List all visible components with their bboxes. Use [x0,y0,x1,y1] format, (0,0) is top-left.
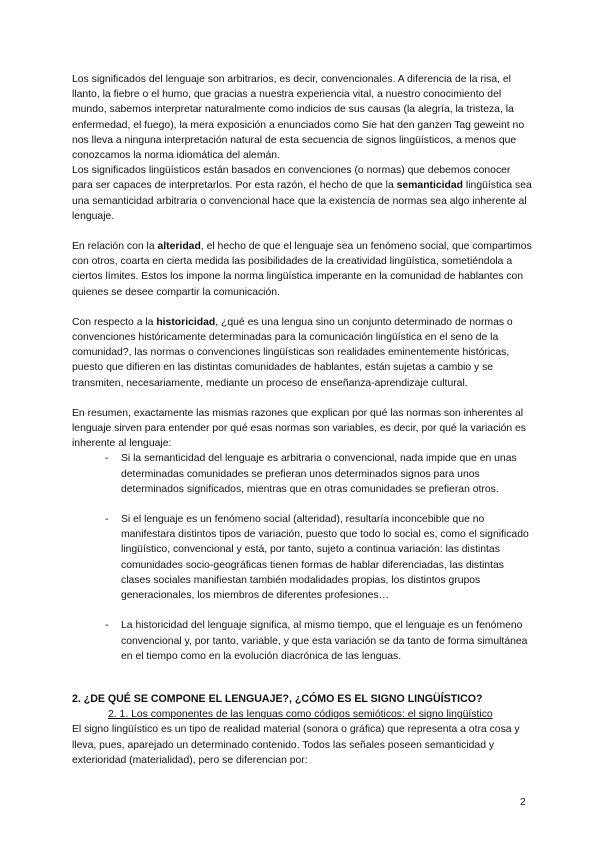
paragraph-resumen: En resumen, exactamente las mismas razones que explican por qué las normas son inherentes al lenguaje sirven para entender por qué esas normas son variables, es decir, por qué la variación es inherente al lenguaje: [72,407,526,450]
term-semanticidad: semanticidad [396,180,464,192]
page-number: 2 [520,797,526,808]
text-run: En relación con la [72,241,158,253]
text-run: , el hecho de que el lenguaje sea un fenómeno social, que compartimos con otros, coarta en cierta medida las posibilidades de la creatividad lingüística, sometiéndola a ciertos límites. Estos los impone la norma lingüística imperante en la comunidad de hablantes con quienes se desee compartir la comunicación. [72,241,532,298]
text-run: lingüística sea una semanticidad arbitraria o convencional hace que la existencia de normas sea algo inherente al lenguaje. [72,180,532,222]
term-alteridad: alteridad [157,241,201,253]
text-run: Los significados lingüísticos están basados en convenciones (o normas) que debemos conocer para ser capaces de interpretarlos. Por esta razón, el hecho de que la [72,165,511,192]
paragraph-semanticidad [72,163,532,224]
term-historicidad: historicidad [156,316,216,328]
paragraph-alteridad [72,239,532,300]
subsection-heading: 2. 1. Los componentes de las lenguas como códigos semióticos: el signo lingüístico [108,709,493,721]
text-run: Con respecto a la [72,316,157,328]
text-run: , ¿qué es una lengua sino un conjunto determinado de normas o convenciones históricamente determinadas para la comunicación lingüística en el seno de la comunidad?, las normas o convenciones lingüísticas son realidades eminentemente históricas, puesto que difieren en las distintas comunidades de hablantes, están sujetas a cambio y se transmiten, necesariamente, mediante un proceso de enseñanza-aprendizaje cultural. [72,316,513,389]
document-page [72,72,532,768]
paragraph-arbitrariedad: Los significados del lenguaje son arbitrarios, es decir, convencionales. A diferencia de la risa, el llanto, la fiebre o el humo, que gracias a nuestra experiencia vital, a nuestro conocimiento del mundo, sabemos interpretar naturalmente como indicios de sus causas (la alegría, la tristeza, la enfermedad, el fuego), la mera exposición a enunciados como Sie hat den ganzen Tag geweint no nos lleva a ninguna interpretación natural de esta secuencia de signos lingüísticos, a menos que conozcamos la norma idiomática del alemán. [72,74,525,162]
paragraph-signo: El signo lingüístico es un tipo de realidad material (sonora o gráfica) que representa a otra cosa y lleva, pues, aparejado un determinado contenido. Todos las señales poseen semanticidad y exterioridad (materialidad), pero se diferencian por: [72,724,520,766]
list-item: - Si el lenguaje es un fenómeno social (alteridad), resultaría inconcebible que no manifestara distintos tipos de variación, puesto que todo lo social es, como el significado lingüístico, convencional y está, por tanto, sujeto a continua variación: las distintas comunidades socio-geográficas tienen formas de hablar diferenciadas, las distintas clases sociales manifiestan también modalidades propias, los distintos grupos generacionales, los miembros de diferentes profesiones… [105,512,532,603]
list-item: - Si la semanticidad del lenguaje es arbitraria o convencional, nada impide que en unas determinadas comunidades se prefieran unos determinados signos para unos determinados significados, mientras que en otras comunidades se prefieran otros. [105,451,532,497]
section-heading: 2. ¿DE QUÉ SE COMPONE EL LENGUAJE?, ¿CÓMO ES EL SIGNO LINGÜÍSTICO? [72,692,483,705]
variation-list [72,451,532,663]
list-item: - La historicidad del lenguaje significa, al mismo tiempo, que el lenguaje es un fenómeno convencional y, por tanto, variable, y que esta variación se da tanto de forma simultánea en el tiempo como en la evolución diacrónica de las lenguas. [105,618,532,664]
paragraph-historicidad [72,315,532,391]
